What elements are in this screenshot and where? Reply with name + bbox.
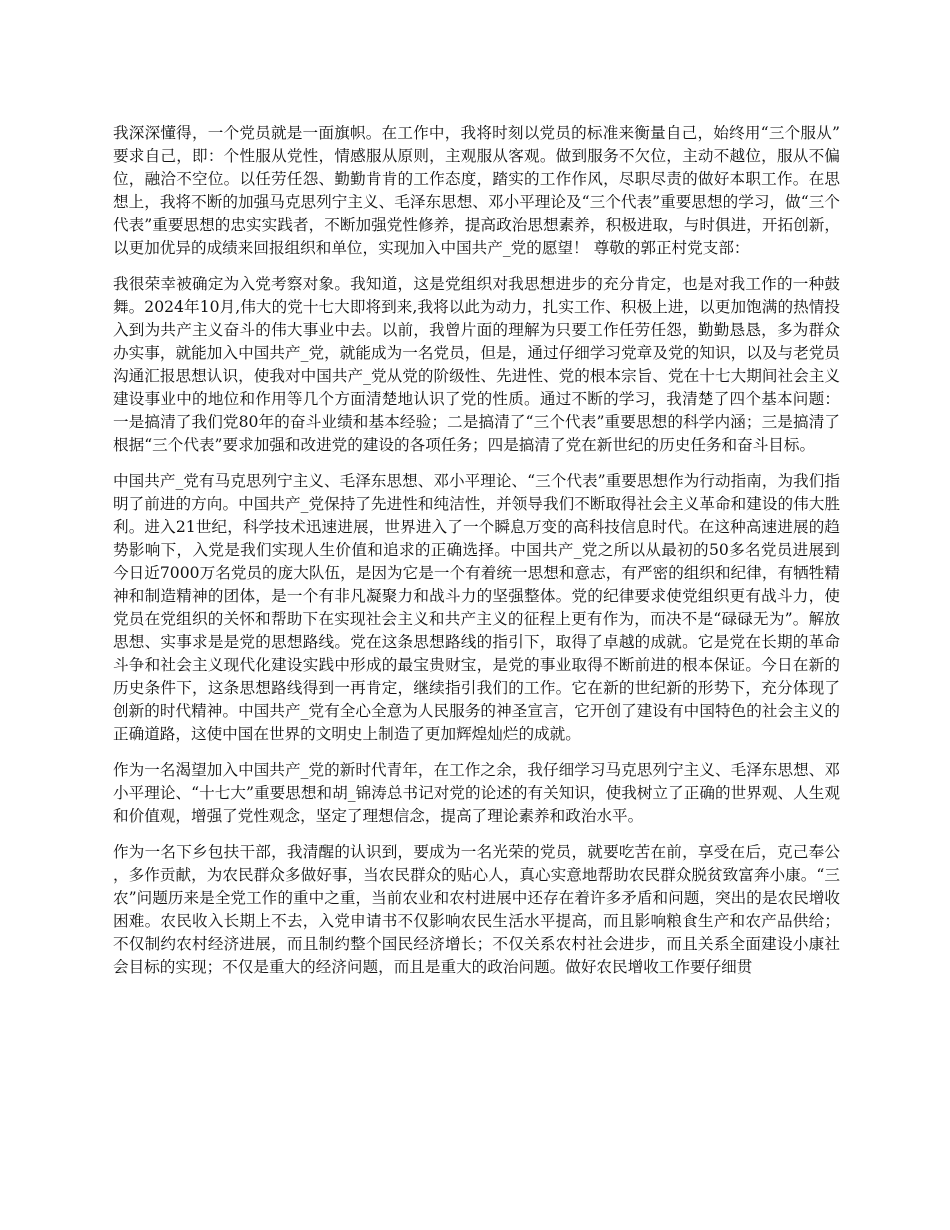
paragraph-5: 作为一名下乡包扶干部，我清醒的认识到，要成为一名光荣的党员，就要吃苦在前，享受在后，克己奉公，多作贡献，为农民群众多做好事，当农民群众的贴心人，真心实意地帮助农民群众脱贫致富奔小康。“三农”问题历来是全党工作的重中之重，当前农业和农村进展中还存在着许多矛盾和问题，突出的是农民增收困难。农民收入长期上不去，入党申请书不仅影响农民生活水平提高，而且影响粮食生产和农产品供给；不仅制约农村经济进展，而且制约整个国民经济增长；不仅关系农村社会进步，而且关系全面建设小康社会目标的实现；不仅是重大的经济问题，而且是重大的政治问题。做好农民增收工作要仔细贯 bbox=[113, 843, 840, 976]
document-body bbox=[113, 122, 840, 992]
paragraph-2: 我很荣幸被确定为入党考察对象。我知道，这是党组织对我思想进步的充分肯定，也是对我工作的一种鼓舞。2024年10月,伟大的党十七大即将到来,我将以此为动力，扎实工作、积极上进，以更加饱满的热情投入到为共产主义奋斗的伟大事业中去。以前，我曾片面的理解为只要工作任劳任怨，勤勤恳恳，多为群众办实事，就能加入中国共产_党，就能成为一名党员，但是，通过仔细学习党章及党的知识，以及与老党员沟通汇报思想认识，使我对中国共产_党从党的阶级性、先进性、党的根本宗旨、党在十七大期间社会主义建设事业中的地位和作用等几个方面清楚地认识了党的性质。通过不断的学习，我清楚了四个基本问题：一是搞清了我们党80年的奋斗业绩和基本经验；二是搞清了“三个代表”重要思想的科学内涵；三是搞清了根据“三个代表”要求加强和改进党的建设的各项任务；四是搞清了党在新世纪的历史任务和奋斗目标。 bbox=[113, 275, 840, 454]
paragraph-1: 我深深懂得，一个党员就是一面旗帜。在工作中，我将时刻以党员的标准来衡量自己，始终用“三个服从”要求自己，即：个性服从党性，情感服从原则，主观服从客观。做到服务不欠位，主动不越位，服从不偏位，融洽不空位。以任劳任怨、勤勤肯肯的工作态度，踏实的工作作风，尽职尽责的做好本职工作。在思想上，我将不断的加强马克思列宁主义、毛泽东思想、邓小平理论及“三个代表”重要思想的学习，做“三个代表”重要思想的忠实实践者，不断加强党性修养，提高政治思想素养，积极进取，与时俱进，开拓创新，以更加优异的成绩来回报组织和单位，实现加入中国共产_党的愿望！ 尊敬的郭正村党支部： bbox=[113, 124, 840, 257]
paragraph-4: 作为一名渴望加入中国共产_党的新时代青年，在工作之余，我仔细学习马克思列宁主义、毛泽东思想、邓小平理论、“十七大”重要思想和胡_锦涛总书记对党的论述的有关知识，使我树立了正确的世界观、人生观和价值观，增强了党性观念，坚定了理想信念，提高了理论素养和政治水平。 bbox=[113, 761, 840, 825]
paragraph-3: 中国共产_党有马克思列宁主义、毛泽东思想、邓小平理论、“三个代表”重要思想作为行动指南，为我们指明了前进的方向。中国共产_党保持了先进性和纯洁性，并领导我们不断取得社会主义革命和建设的伟大胜利。进入21世纪，科学技术迅速进展，世界进入了一个瞬息万变的高科技信息时代。在这种高速进展的趋势影响下，入党是我们实现人生价值和追求的正确选择。中国共产_党之所以从最初的50多名党员进展到今日近7000万名党员的庞大队伍，是因为它是一个有着统一思想和意志，有严密的组织和纪律，有牺牲精神和制造精神的团体，是一个有非凡凝聚力和战斗力的坚强整体。党的纪律要求使党组织更有战斗力，使党员在党组织的关怀和帮助下在实现社会主义和共产主义的征程上更有作为，而决不是“碌碌无为”。解放思想、实事求是是党的思想路线。党在这条思想路线的指引下，取得了卓越的成就。它是党在长期的革命斗争和社会主义现代化建设实践中形成的最宝贵财宝，是党的事业取得不断前进的根本保证。今日在新的历史条件下，这条思想路线得到一再肯定，继续指引我们的工作。它在新的世纪新的形势下，充分体现了创新的时代精神。中国共产_党有全心全意为人民服务的神圣宣言，它开创了建设有中国特色的社会主义的正确道路，这使中国在世界的文明史上制造了更加辉煌灿烂的成就。 bbox=[113, 472, 840, 743]
